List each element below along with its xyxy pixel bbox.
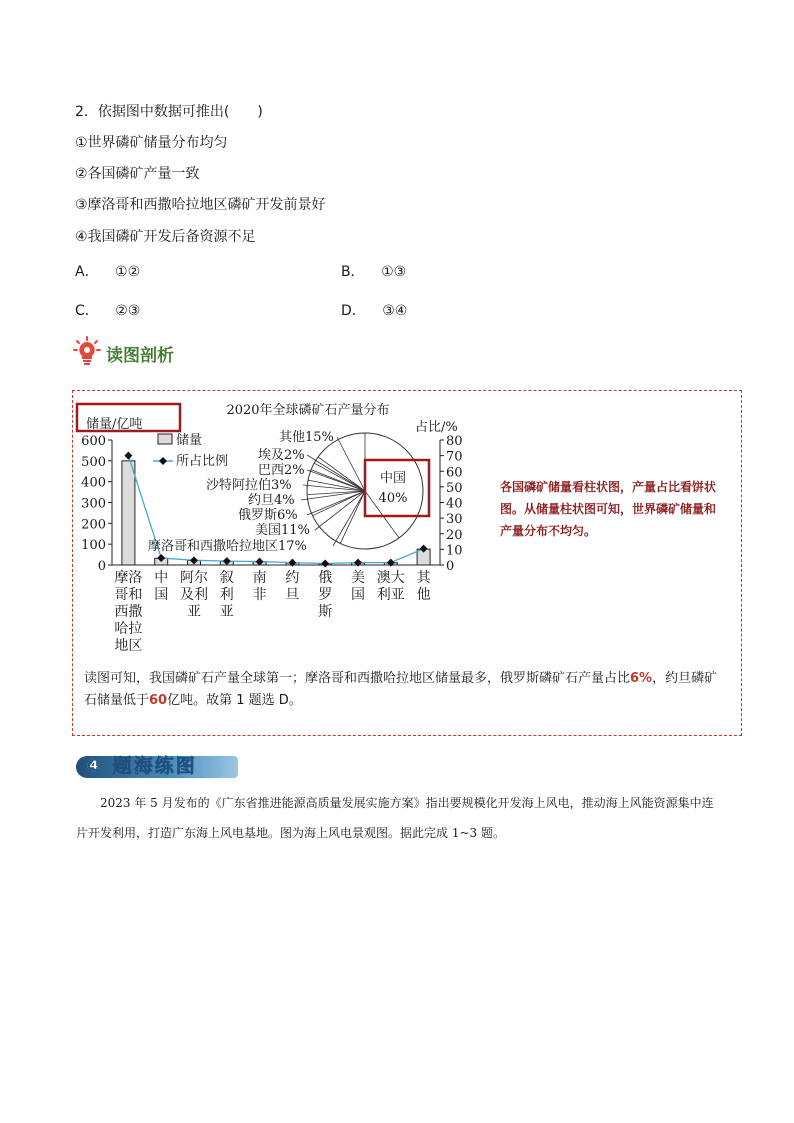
category-label: 非 <box>252 587 267 603</box>
pie-china-name: 中国 <box>379 471 407 486</box>
right-tick-label: 30 <box>446 512 463 528</box>
left-axis-label: 储量/亿吨 <box>86 417 143 432</box>
category-label: 南 <box>252 570 267 586</box>
bar <box>122 461 135 565</box>
legend-bar-label: 储量 <box>176 433 203 448</box>
option-value: ③④ <box>382 303 408 319</box>
category-label: 利 <box>219 587 234 603</box>
ratio-marker <box>321 559 329 567</box>
category-label: 约 <box>285 570 300 586</box>
pie-china-value: 40% <box>378 491 408 506</box>
figure-title: 2020年全球磷矿石产量分布 <box>226 403 390 418</box>
category-label: 国 <box>154 587 169 603</box>
statement-3: ③摩洛哥和西撒哈拉地区磷矿开发前景好 <box>75 197 326 213</box>
right-tick-label: 60 <box>446 465 463 481</box>
category-label: 阿尔 <box>180 570 208 586</box>
option-value: ②③ <box>115 303 141 319</box>
category-label: 利亚 <box>376 587 405 603</box>
option-letter: B． <box>341 264 365 280</box>
right-tick-label: 50 <box>446 480 463 496</box>
lightbulb-gear-icon <box>73 336 101 366</box>
pie-label-russia: 俄罗斯6% <box>238 508 298 523</box>
right-tick-label: 70 <box>446 449 463 465</box>
category-label: 叙 <box>219 570 234 586</box>
category-label: 美 <box>351 570 365 586</box>
category-label: 亚 <box>219 604 234 620</box>
category-label: 中 <box>154 570 169 586</box>
category-label: 其 <box>416 570 431 586</box>
category-label: 摩洛 <box>114 570 143 586</box>
category-label: 俄 <box>318 570 333 586</box>
left-tick-label: 100 <box>81 538 106 554</box>
analysis-conclusion <box>84 668 724 712</box>
conclusion-text-3: 亿吨。故第 1 题选 D。 <box>167 693 302 708</box>
category-label: 斯 <box>318 604 333 620</box>
option-b[interactable] <box>341 263 406 281</box>
option-value: ①③ <box>381 264 407 280</box>
analysis-right-note: 各国磷矿储量看柱状图，产量占比看饼状图。从储量柱状图可知，世界磷矿储量和产量分布不均匀。 <box>500 480 717 538</box>
conclusion-text-2: ，约旦磷矿石储量低于 <box>84 671 718 708</box>
option-letter: A． <box>75 264 99 280</box>
conclusion-text-1: 读图可知，我国磷矿石产量全球第一；摩洛哥和西撒哈拉地区储量最多，俄罗斯磷矿石产量占比 <box>84 671 631 686</box>
left-tick-label: 300 <box>81 496 106 512</box>
right-tick-label: 20 <box>446 527 463 543</box>
option-letter: C． <box>75 303 99 319</box>
category-label: 国 <box>351 587 365 603</box>
right-tick-label: 10 <box>446 543 463 559</box>
left-tick-label: 600 <box>81 434 106 449</box>
practice-paragraph: 2023 年 5 月发布的《广东省推进能源高质量发展实施方案》指出要规模化开发海上风电，推动海上风能资源集中连片开发利用，打造广东海上风电基地。图为海上风电景观图。据此完成 1~3 题。 <box>76 796 714 840</box>
option-d[interactable] <box>341 302 407 320</box>
legend-bar-swatch <box>158 434 172 444</box>
section-title-read: 读图剖析 <box>106 346 174 366</box>
category-label: 哈拉 <box>114 621 143 637</box>
statement-2: ②各国磷矿产量一致 <box>75 166 200 182</box>
option-letter: D． <box>341 303 366 319</box>
statement-4: ④我国磷矿开发后备资源不足 <box>75 229 256 245</box>
statement-1: ①世界磷矿储量分布均匀 <box>75 135 228 151</box>
right-tick-label: 80 <box>446 434 463 449</box>
category-label: 地区 <box>114 638 143 654</box>
category-label: 旦 <box>285 587 300 603</box>
pie-label-egypt: 埃及2% <box>258 448 305 463</box>
category-label: 及利 <box>180 587 208 603</box>
ratio-marker <box>124 452 132 460</box>
figure-chart <box>75 394 485 664</box>
pie-label-morocco: 摩洛哥和西撒哈拉地区17% <box>148 539 307 554</box>
left-tick-label: 0 <box>97 559 106 574</box>
option-a[interactable] <box>75 263 140 281</box>
left-tick-label: 400 <box>81 475 106 491</box>
right-tick-label: 0 <box>446 559 455 574</box>
category-label: 亚 <box>187 604 201 620</box>
conclusion-highlight-1: 6% <box>630 671 653 686</box>
pie-label-saudi: 沙特阿拉伯3% <box>206 478 292 493</box>
legend-line-marker <box>159 457 167 465</box>
practice-title: 题海练图 <box>112 755 197 777</box>
right-axis-label: 占比/% <box>415 420 458 435</box>
category-label: 西撒 <box>114 604 143 620</box>
category-label: 他 <box>416 587 431 603</box>
practice-number: ④ <box>86 755 105 777</box>
category-label: 哥和 <box>114 587 143 603</box>
left-tick-label: 200 <box>81 517 106 533</box>
option-value: ①② <box>115 264 141 280</box>
question-stem: 2．依据图中数据可推出( ) <box>75 104 263 120</box>
right-tick-label: 40 <box>446 496 463 512</box>
legend-line-label: 所占比例 <box>176 454 229 469</box>
category-label: 澳大 <box>376 570 405 586</box>
left-tick-label: 500 <box>81 454 106 470</box>
pie-label-jordan: 约旦4% <box>248 493 295 508</box>
pie-label-other: 其他15% <box>279 430 334 445</box>
pie-label-usa: 美国11% <box>255 523 310 538</box>
practice-banner-title <box>86 751 197 778</box>
option-c[interactable] <box>75 302 140 320</box>
pie-label-brazil: 巴西2% <box>258 463 305 478</box>
conclusion-highlight-2: 60 <box>149 693 168 708</box>
category-label: 罗 <box>318 587 333 603</box>
